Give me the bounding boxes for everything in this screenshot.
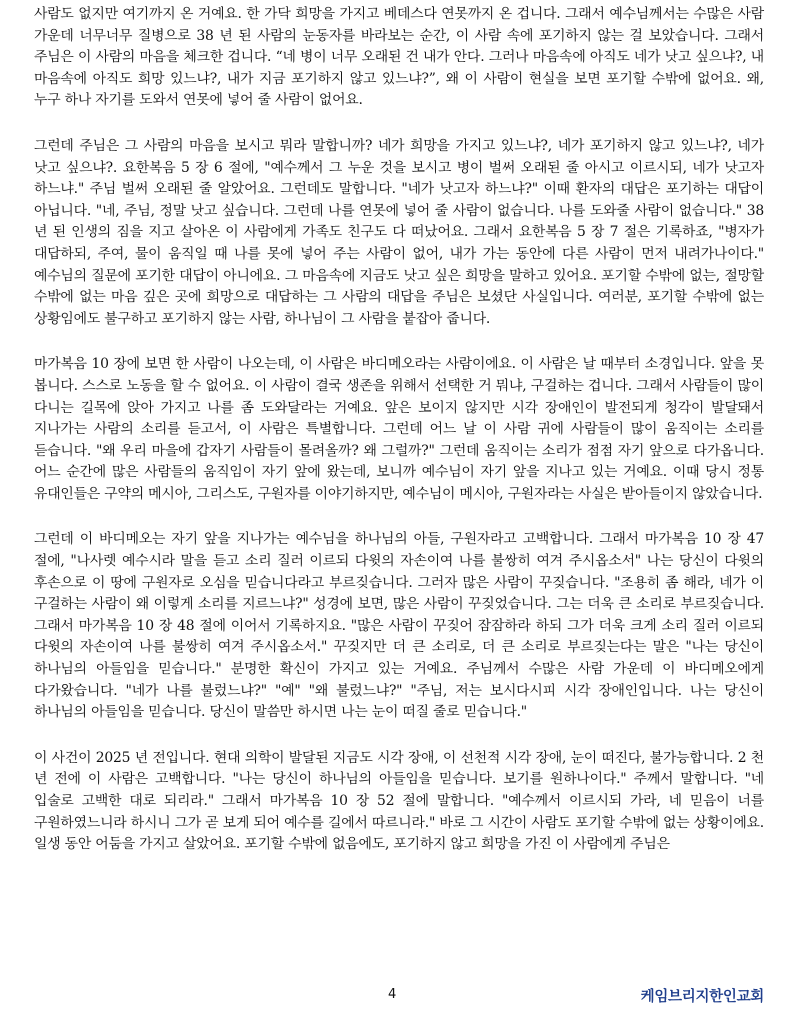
paragraph-4: 그런데 이 바디메오는 자기 앞을 지나가는 예수님을 하나님의 아들, 구원자라고 고백합니다. 그래서 마가복음 10 장 47 절에, "나사렛 예수시라 말을 듣고 소리 질러 이르되 다윗의 자손이여 나를 불쌍히 여겨 주시옵소서" 나는 당신이 다윗의 후손으로 이 땅에 구원자로 오심을 믿습니다라고 부르짖습니다. 그러자 많은 사람이 꾸짖습니다. "조용히 좀 해라, 네가 이 구걸하는 사람이 왜 이렇게 소리를 지르느냐?" 성경에 보면, 많은 사람이 꾸짖었습니다. 그는 더욱 큰 소리로 부르짖습니다. 그래서 마가복음 10 장 48 절에 이어서 기록하지요. "많은 사람이 꾸짖어 잠잠하라 하되 그가 더욱 크게 소리 질러 이르되 다윗의 자손이여 나를 불쌍히 여겨 주시옵소서." 꾸짖지만 더 큰 소리로, 더 큰 소리로 부르짖는다는 말은 "나는 당신이 하나님의 아들임을 믿습니다." 분명한 확신이 가지고 있는 거예요. 주님께서 수많은 사람 가운데 이 바디메오에게 다가왔습니다. "네가 나를 불렀느냐?" "예" "왜 불렀느냐?" "주님, 저는 보시다시피 시각 장애인입니다. 나는 당신이 하나님의 아들임을 믿습니다. 당신이 말씀만 하시면 나는 눈이 떠질 줄로 믿습니다." (34, 531, 764, 721)
page-footer (0, 985, 794, 1009)
paragraph-3: 마가복음 10 장에 보면 한 사람이 나오는데, 이 사람은 바디메오라는 사람이에요. 이 사람은 날 때부터 소경입니다. 앞을 못 봅니다. 스스로 노동을 할 수 없어요. 이 사람이 결국 생존을 위해서 선택한 거 뭐냐, 구걸하는 겁니다. 그래서 사람들이 많이 다니는 길목에 앉아 가지고 나를 좀 도와달라는 거예요. 앞은 보이지 않지만 시각 장애인이 발전되게 청각이 발달돼서 지나가는 사람의 소리를 듣고서, 이 사람은 특별합니다. 그런데 어느 날 이 사람 귀에 사람들이 많이 움직이는 소리를 듣습니다. "왜 우리 마을에 갑자기 사람들이 몰려올까? 왜 그럴까?" 그런데 움직이는 소리가 점점 자기 앞으로 다가옵니다. 어느 순간에 많은 사람들의 움직임이 자기 앞에 왔는데, 보니까 예수님이 자기 앞을 지나고 있는 거예요. 이때 당시 정통 유대인들은 구약의 메시아, 그리스도, 구원자를 이야기하지만, 예수님이 메시아, 구원자라는 사실은 받아들이지 않았습니다. (34, 356, 764, 502)
document-body (34, 4, 764, 880)
paragraph-2: 그런데 주님은 그 사람의 마음을 보시고 뭐라 말합니까? 네가 희망을 가지고 있느냐?, 네가 포기하지 않고 있느냐?, 네가 낫고 싶으냐?. 요한복음 5 장 6 절에, "예수께서 그 누운 것을 보시고 병이 벌써 오래된 줄 아시고 이르시되, 네가 낫고자 하느냐." 주님 벌써 오래된 줄 알았어요. 그런데도 말합니다. "네가 낫고자 하느냐?" 이때 환자의 대답은 포기하는 대답이 아닙니다. "네, 주님, 정말 낫고 싶습니다. 그런데 나를 연못에 넣어 줄 사람이 없습니다. 나를 도와줄 사람이 없습니다." 38 년 된 인생의 짐을 지고 살아온 이 사람에게 가족도 친구도 다 떠났어요. 그래서 요한복음 5 장 7 절은 기록하죠, "병자가 대답하되, 주여, 물이 움직일 때 나를 못에 넣어 주는 사람이 없어, 내가 가는 동안에 다른 사람이 먼저 내려가나이다." 예수님의 질문에 포기한 대답이 아니에요. 그 마음속에 지금도 낫고 싶은 희망을 말하고 있어요. 포기할 수밖에 없는, 절망할 수밖에 없는 마음 깊은 곳에 희망으로 대답하는 그 사람의 대답을 주님은 보셨단 사실입니다. 여러분, 포기할 수밖에 없는 상황임에도 불구하고 포기하지 않는 사람, 하나님이 그 사람을 붙잡아 줍니다. (34, 137, 764, 327)
page-number: 4 (388, 987, 397, 1002)
paragraph-1: 사람도 없지만 여기까지 온 거예요. 한 가닥 희망을 가지고 베데스다 연못까지 온 겁니다. 그래서 예수님께서는 수많은 사람 가운데 너무너무 질병으로 38 년 된 사람의 눈동자를 바라보는 순간, 이 사람 속에 포기하지 않는 걸 보았습니다. 그래서 주님은 이 사람의 마음을 체크한 겁니다. “네 병이 너무 오래된 건 내가 안다. 그러나 마음속에 아직도 네가 낫고 싶으냐?, 내 마음속에 아직도 희망 있느냐?, 내가 지금 포기하지 않고 있느냐?”, 왜 이 사람이 현실을 보면 포기할 수밖에 없어요. 왜, 누구 하나 자기를 도와서 연못에 넣어 줄 사람이 없어요. (34, 6, 764, 109)
paragraph-5: 이 사건이 2025 년 전입니다. 현대 의학이 발달된 지금도 시각 장애, 이 선천적 시각 장애, 눈이 떠진다, 불가능합니다. 2 천 년 전에 이 사람은 고백합니다. "나는 당신이 하나님의 아들임을 믿습니다. 보기를 원하나이다." 주께서 말합니다. "네 입술로 고백한 대로 되리라." 그래서 마가복음 10 장 52 절에 말합니다. "예수께서 이르시되 가라, 네 믿음이 너를 구원하였느니라 하시니 그가 곧 보게 되어 예수를 길에서 따르니라." 바로 그 시간이 사람도 포기할 수밖에 없는 상황이에요. 일생 동안 어둠을 가지고 살았어요. 포기할 수밖에 없음에도, 포기하지 않고 희망을 가진 이 사람에게 주님은 (34, 749, 764, 853)
church-name: 케임브리지한인교회 (640, 989, 764, 1005)
